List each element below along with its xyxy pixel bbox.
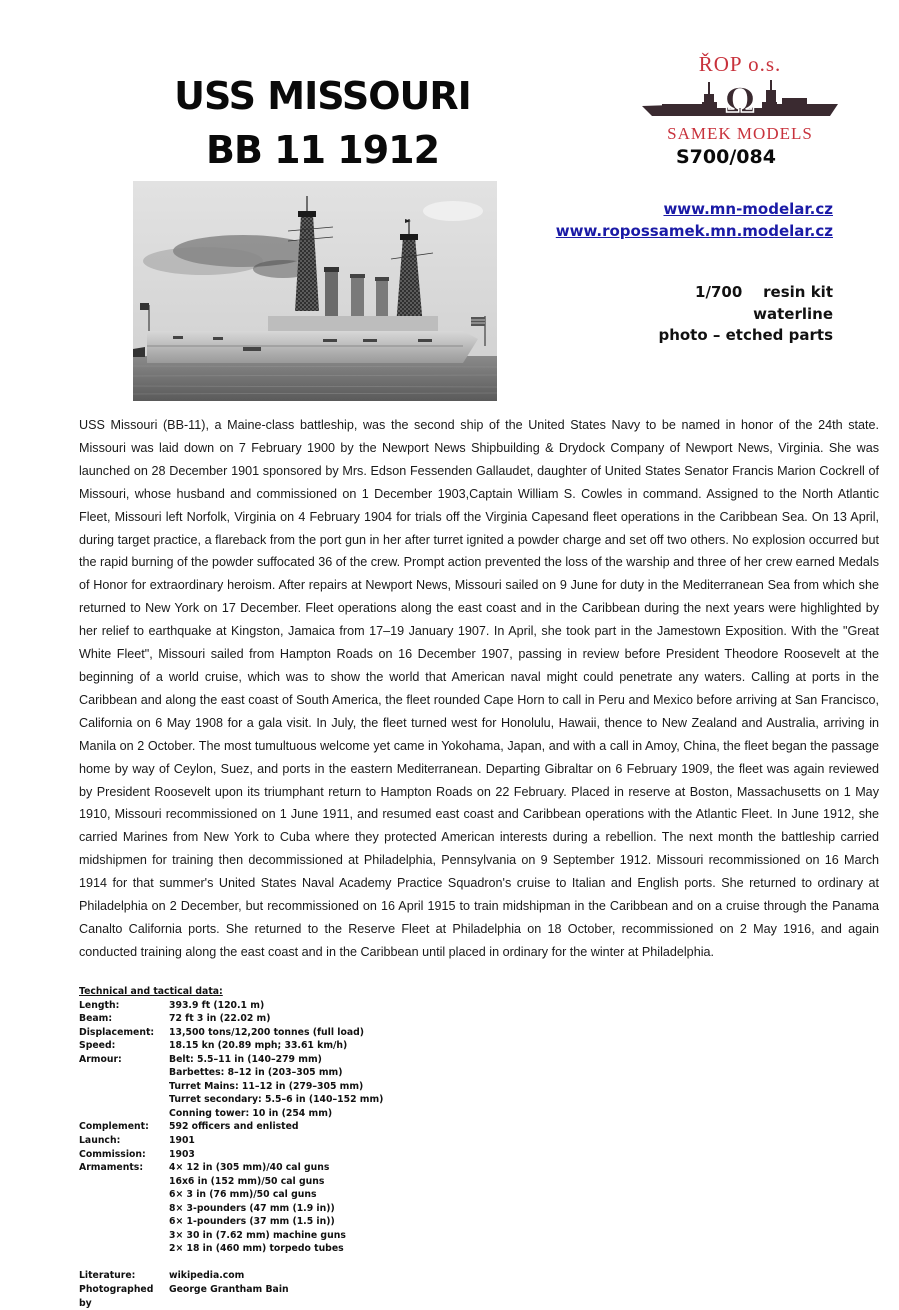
kit-scale: 1/700 resin kit (695, 283, 833, 301)
spec-value: 2× 18 in (460 mm) torpedo tubes (169, 1243, 344, 1255)
spec-value: 6× 1-pounders (37 mm (1.5 in)) (169, 1216, 335, 1228)
spec-value: 592 officers and enlisted (169, 1121, 299, 1133)
logo-ship-silhouette-icon (642, 80, 838, 124)
ship-photo (133, 181, 497, 401)
logo-top-text: ŘOP o.s. (698, 52, 782, 76)
spec-values (169, 1026, 364, 1040)
credit-rows (79, 1269, 383, 1310)
link-mn-modelar[interactable]: www.mn-modelar.cz (663, 200, 833, 218)
spec-value: 18.15 kn (20.89 mph; 33.61 km/h) (169, 1040, 348, 1052)
kit-extras: photo – etched parts (658, 326, 833, 344)
spec-row (79, 1148, 383, 1162)
credit-label: Literature: (79, 1270, 136, 1282)
page-title: USS MISSOURI (174, 74, 471, 118)
spec-label: Speed: (79, 1040, 116, 1052)
spec-value: 13,500 tons/12,200 tonnes (full load) (169, 1026, 365, 1038)
spec-row (79, 1161, 383, 1256)
spec-value: Turret Mains: 11–12 in (279–305 mm) (169, 1080, 364, 1092)
spec-value: 72 ft 3 in (22.02 m) (169, 1013, 271, 1025)
spec-value: 4× 12 in (305 mm)/40 cal guns (169, 1162, 330, 1174)
credit-row (79, 1269, 383, 1283)
kit-type: waterline (753, 304, 833, 323)
spec-value: 8× 3-pounders (47 mm (1.9 in)) (169, 1202, 335, 1214)
spec-label: Displacement: (79, 1026, 155, 1038)
spec-values (169, 1148, 195, 1162)
spec-value: 6× 3 in (76 mm)/50 cal guns (169, 1189, 317, 1201)
website-links (556, 198, 833, 242)
spec-label: Launch: (79, 1135, 121, 1147)
spec-value: 1901 (169, 1135, 195, 1147)
spec-value: 393.9 ft (120.1 m) (169, 999, 265, 1011)
spec-row (79, 1134, 383, 1148)
kit-code: S700/084 (676, 146, 776, 168)
spec-row (79, 1053, 383, 1121)
spec-values (169, 1134, 195, 1148)
link-ropossamek[interactable]: www.ropossamek.mn.modelar.cz (555, 222, 833, 240)
credit-value: George Grantham Bain (169, 1283, 289, 1295)
spec-label: Length: (79, 999, 120, 1011)
spec-row (79, 1120, 383, 1134)
credit-label: Photographed by (79, 1283, 154, 1309)
spec-label: Complement: (79, 1121, 149, 1133)
kit-info (658, 282, 833, 347)
rop-samek-logo (640, 52, 840, 152)
credit-row (79, 1283, 383, 1310)
spec-values (169, 1039, 347, 1053)
spec-value: Conning tower: 10 in (254 mm) (169, 1107, 333, 1119)
svg-text:Ω: Ω (724, 81, 756, 121)
spec-value: Turret secondary: 5.5–6 in (140–152 mm) (169, 1094, 384, 1106)
spec-row (79, 1012, 383, 1026)
spec-row (79, 999, 383, 1013)
spec-values (169, 1012, 270, 1026)
technical-data (79, 985, 383, 1310)
technical-data-heading: Technical and tactical data: (79, 986, 223, 997)
spec-value: 1903 (169, 1148, 195, 1160)
spec-row (79, 1039, 383, 1053)
spec-label: Beam: (79, 1013, 113, 1025)
spec-values (169, 1053, 383, 1121)
spec-values (169, 1161, 346, 1256)
spec-label: Armaments: (79, 1162, 144, 1174)
spec-values (169, 999, 264, 1013)
spec-value: 3× 30 in (7.62 mm) machine guns (169, 1229, 346, 1241)
spec-values (169, 1120, 299, 1134)
page-subtitle: BB 11 1912 (205, 128, 440, 172)
spec-label: Armour: (79, 1053, 122, 1065)
spec-row (79, 1026, 383, 1040)
credit-value: wikipedia.com (169, 1270, 245, 1282)
spec-value: Belt: 5.5–11 in (140–279 mm) (169, 1053, 322, 1065)
spec-value: 16x6 in (152 mm)/50 cal guns (169, 1175, 325, 1187)
spacer (79, 1256, 383, 1270)
history-text: USS Missouri (BB-11), a Maine-class battleship, was the second ship of the United States Navy to be named in honor of the 24th state. Missouri was laid down on 7 February 1900 by the Newport News Shipbuilding & Drydock Company of Newport News, Virginia. She was launched on 28 December 1901 sponsored by Mrs. Edson Fessenden Gallaudet, daughter of United States Senator Francis Marion Cockrell of Missouri, whose husband and commissioned on 1 December 1903,Captain William S. Cowles in command. Assigned to the North Atlantic Fleet, Missouri left Norfolk, Virginia on 4 February 1904 for trials off the Virginia Capesand fleet operations in the Caribbean Sea. On 13 April, during target practice, a flareback from the port gun in her after turret ignited a powder charge and set off two others. No explosion occurred but the rapid burning of the powder suffocated 36 of the crew. Prompt action prevented the loss of the warship and three of her crew earned Medals of Honor for extraordinary heroism. After repairs at Newport News, Missouri sailed on 9 June for duty in the Mediterranean Sea from which she returned to New York on 17 December. Fleet operations along the east coast and in the Caribbean during the next years were highlighted by her relief to earthquake at Kingston, Jamaica from 17–19 January 1907. In April, she took part in the Jamestown Exposition. With the "Great White Fleet", Missouri sailed from Hampton Roads on 16 December 1907, passing in review before President Theodore Roosevelt at the beginning of a world cruise, which was to show the world that American naval might could penetrate any waters. Calling at ports in the Caribbean and along the east coast of South America, the fleet rounded Cape Horn to call in Peru and Mexico before arriving at San Francisco, California on 6 May 1908 for a gala visit. In July, the fleet turned west for Honolulu, Hawaii, thence to New Zealand and Australia, arriving in Manila on 2 October. The most tumultuous welcome yet came in Yokohama, Japan, and with a call in Amoy, China, the fleet began the passage home by way of Ceylon, Suez, and ports in the eastern Mediterranean. Departing Gibraltar on 6 February 1909, the fleet was again reviewed by President Roosevelt upon its triumphant return to Hampton Roads on 22 February. Placed in reserve at Boston, Massachusetts on 1 May 1910, Missouri recommissioned on 1 June 1911, and resumed east coast and Caribbean operations with the Atlantic Fleet. In June 1912, she carried Marines from New York to Cuba where they protected American interests during a rebellion. The next month the battleship carried midshipmen for training then decommissioned at Philadelphia, Pennsylvania on 9 September 1912. Missouri recommissioned on 16 March 1914 for that summer's United States Naval Academy Practice Squadron's cruise to Italian and English ports. She returned to ordinary at Philadelphia on 2 December, but recommissioned on 16 April 1915 to train midshipman in the Caribbean and on a cruise through the Panama Canalto California ports. She returned to the Reserve Fleet at Philadelphia on 18 October, recommissioned on 2 May 1916, and again conducted training along the east coast and in the Caribbean until placed in ordinary for the winter at Philadelphia. (79, 418, 879, 959)
spec-rows (79, 999, 383, 1256)
logo-bottom-text: SAMEK MODELS (667, 124, 813, 143)
spec-value: Barbettes: 8–12 in (203–305 mm) (169, 1067, 343, 1079)
spec-label: Commission: (79, 1148, 146, 1160)
